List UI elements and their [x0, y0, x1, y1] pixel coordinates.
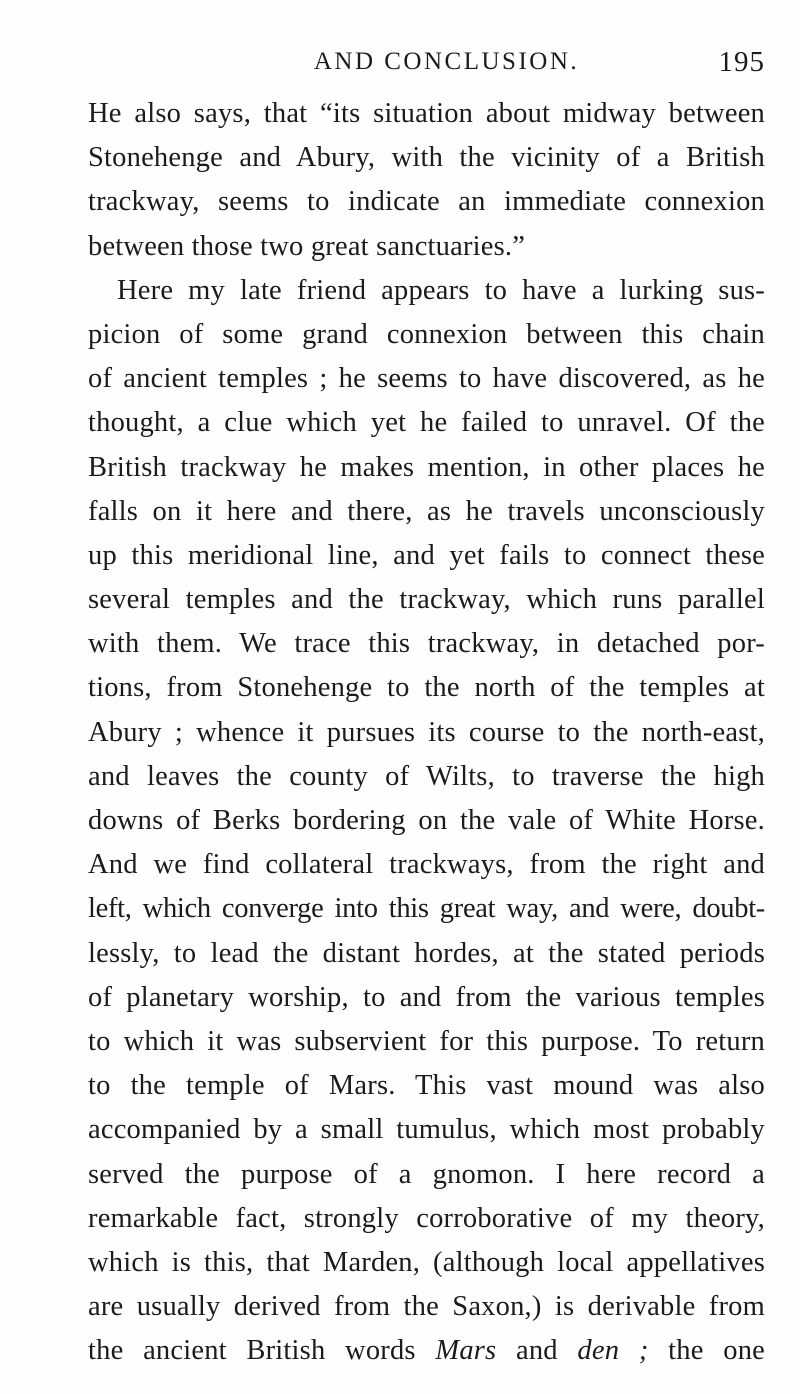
text-line: And we find collateral trackways, from the right and: [88, 849, 765, 881]
text-line: Stonehenge and Abury, with the vicinity of a British: [88, 142, 765, 174]
text-line: falls on it here and there, as he travels unconsciously: [88, 495, 765, 527]
body-text: [88, 92, 765, 1373]
text-line: several temples and the trackway, which runs parallel: [88, 584, 765, 616]
text-line: left, which converge into this great way, and were, doubt-: [88, 893, 765, 925]
text-line: up this meridional line, and yet fails to connect these: [88, 539, 765, 571]
text-line: which is this, that Marden, (although local appellatives: [88, 1246, 765, 1278]
running-head: [88, 40, 765, 80]
text-line: trackway, seems to indicate an immediate connexion: [88, 186, 765, 218]
text-segment: the ancient British words: [88, 1335, 436, 1367]
text-line: Here my late friend appears to have a lurking sus-: [117, 274, 765, 306]
text-line: downs of Berks bordering on the vale of White Horse.: [88, 805, 765, 836]
text-line: are usually derived from the Saxon,) is derivable from: [88, 1291, 765, 1323]
text-line: of planetary worship, to and from the various temples: [88, 981, 765, 1013]
text-line: tions, from Stonehenge to the north of the temples at: [88, 672, 765, 704]
text-segment: and: [496, 1335, 578, 1367]
text-line: Abury ; whence it pursues its course to the north-east,: [88, 716, 765, 748]
text-line: British trackway he makes mention, in other places he: [88, 451, 765, 483]
text-line: picion of some grand connexion between this chain: [88, 318, 765, 350]
text-line: served the purpose of a gnomon. I here record a: [88, 1158, 765, 1190]
running-title: AND CONCLUSION.: [313, 48, 580, 75]
text-line: remarkable fact, strongly corroborative of my theory,: [88, 1202, 765, 1234]
page-number: 195: [718, 46, 765, 78]
text-line-last: [88, 1329, 765, 1373]
text-line: He also says, that “its situation about midway between: [88, 98, 765, 129]
text-line: lessly, to lead the distant hordes, at the stated periods: [88, 937, 765, 969]
text-line: and leaves the county of Wilts, to traverse the high: [88, 760, 765, 792]
text-segment: the one: [648, 1335, 765, 1367]
italic-word: den ;: [577, 1335, 649, 1367]
text-line: accompanied by a small tumulus, which most probably: [88, 1114, 765, 1146]
text-line: between those two great sanctuaries.”: [88, 230, 526, 262]
text-line: to which it was subservient for this purpose. To return: [88, 1025, 765, 1057]
text-line: with them. We trace this trackway, in detached por-: [88, 628, 765, 660]
text-line: thought, a clue which yet he failed to unravel. Of the: [88, 407, 765, 439]
italic-word: Mars: [435, 1335, 497, 1367]
text-line: of ancient temples ; he seems to have discovered, as he: [88, 363, 765, 395]
text-line: to the temple of Mars. This vast mound was also: [88, 1070, 765, 1102]
